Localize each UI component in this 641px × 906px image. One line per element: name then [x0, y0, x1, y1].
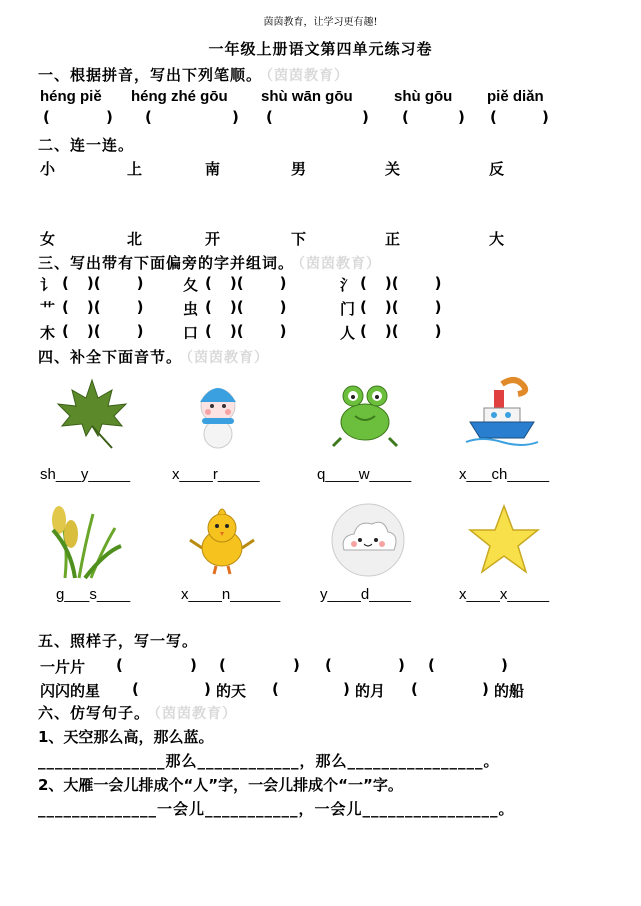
maple-leaf-icon [52, 372, 132, 452]
match-char[interactable]: 北 [127, 230, 143, 248]
syllable-blank[interactable]: q____w_____ [317, 466, 412, 483]
match-char[interactable]: 开 [205, 230, 221, 248]
match-char[interactable]: 正 [385, 230, 401, 248]
underline-blank[interactable]: ________________ [362, 800, 499, 818]
pinyin-2: héng zhé gōu [131, 88, 228, 105]
pinyin-1: héng piě [40, 88, 102, 105]
radical: 虫 [183, 300, 199, 318]
pinyin-4: shù gōu [394, 88, 453, 105]
syllable-blank[interactable]: x____x_____ [459, 586, 550, 603]
radical: 艹 [40, 300, 56, 318]
underline-blank[interactable]: ___________ [205, 800, 299, 818]
blank[interactable]: ( )( ) [62, 274, 144, 292]
watermark: （茵茵教育） [186, 350, 270, 366]
watermark: （茵茵教育） [154, 706, 238, 722]
radical: 氵 [340, 276, 356, 294]
radical: 门 [340, 300, 356, 318]
page-header: 茵茵教育，让学习更有趣! [263, 17, 378, 28]
syllable-blank[interactable]: x____r_____ [172, 466, 260, 483]
radical: 口 [183, 324, 199, 342]
wheat-icon [45, 500, 125, 580]
underline-blank[interactable]: _______________ [38, 752, 166, 770]
radical: 人 [340, 324, 356, 342]
underline-blank[interactable]: ______________ [38, 800, 157, 818]
match-char[interactable]: 女 [40, 230, 56, 248]
syllable-blank[interactable]: sh___y_____ [40, 466, 131, 483]
watermark: （茵茵教育） [266, 68, 350, 84]
ship-icon [462, 372, 542, 452]
match-char[interactable]: 反 [489, 160, 505, 178]
section-2-heading: 二、连一连。 [38, 136, 135, 154]
radical: 讠 [40, 276, 56, 294]
match-char[interactable]: 南 [205, 160, 221, 178]
match-char[interactable]: 关 [385, 160, 401, 178]
match-char[interactable]: 男 [291, 160, 307, 178]
underline-blank[interactable]: ____________ [197, 752, 300, 770]
chick-icon [182, 500, 262, 580]
match-char[interactable]: 下 [291, 230, 307, 248]
answer-line-2[interactable]: ______________一会儿___________，一会儿________________。 [38, 800, 515, 818]
syllable-blank[interactable]: y____d_____ [320, 586, 411, 603]
match-char[interactable]: 大 [489, 230, 505, 248]
blank[interactable]: ( )( ) [360, 322, 442, 340]
blank[interactable]: ( )( ) [62, 322, 144, 340]
blank[interactable]: ( )( ) [205, 322, 287, 340]
cloud-icon [328, 500, 408, 580]
section-1-heading: 一、根据拼音，写出下列笔顺。 （茵茵教育） [38, 66, 350, 84]
frog-icon [325, 372, 405, 452]
blank[interactable]: ( )( ) [360, 274, 442, 292]
syllable-blank[interactable]: x___ch_____ [459, 466, 550, 483]
example-row-2-label: 闪闪的星 [40, 682, 101, 700]
blank[interactable]: ( )( ) [360, 298, 442, 316]
example-row-1: 一片片 [40, 658, 86, 676]
blank[interactable]: ( )( ) [62, 298, 144, 316]
blank[interactable]: ( )( ) [205, 274, 287, 292]
match-char[interactable]: 小 [40, 160, 56, 178]
question-2: 2、大雁一会儿排成个“人”字，一会儿排成个“一”字。 [38, 776, 403, 794]
question-1: 1、天空那么高，那么蓝。 [38, 728, 214, 746]
snowman-icon [178, 372, 258, 452]
syllable-blank[interactable]: x____n______ [181, 586, 281, 603]
watermark: （茵茵教育） [298, 256, 382, 272]
section-6-heading: 六、仿写句子。 （茵茵教育） [38, 704, 238, 722]
match-char[interactable]: 上 [127, 160, 143, 178]
section-4-heading: 四、补全下面音节。 （茵茵教育） [38, 348, 270, 366]
blank[interactable]: ( )( ) [205, 298, 287, 316]
pinyin-3: shù wān gōu [261, 88, 353, 105]
syllable-blank[interactable]: g___s____ [56, 586, 131, 603]
radical: 夂 [183, 276, 199, 294]
page-title: 一年级上册语文第四单元练习卷 [208, 40, 433, 58]
answer-line-1[interactable]: _______________那么____________，那么________________。 [38, 752, 500, 770]
section-3-heading: 三、写出带有下面偏旁的字并组词。 （茵茵教育） [38, 254, 382, 272]
pinyin-5: piě diǎn [487, 88, 544, 105]
radical: 木 [40, 324, 56, 342]
section-5-heading: 五、照样子，写一写。 [38, 632, 199, 650]
star-icon [464, 500, 544, 580]
underline-blank[interactable]: ________________ [347, 752, 484, 770]
